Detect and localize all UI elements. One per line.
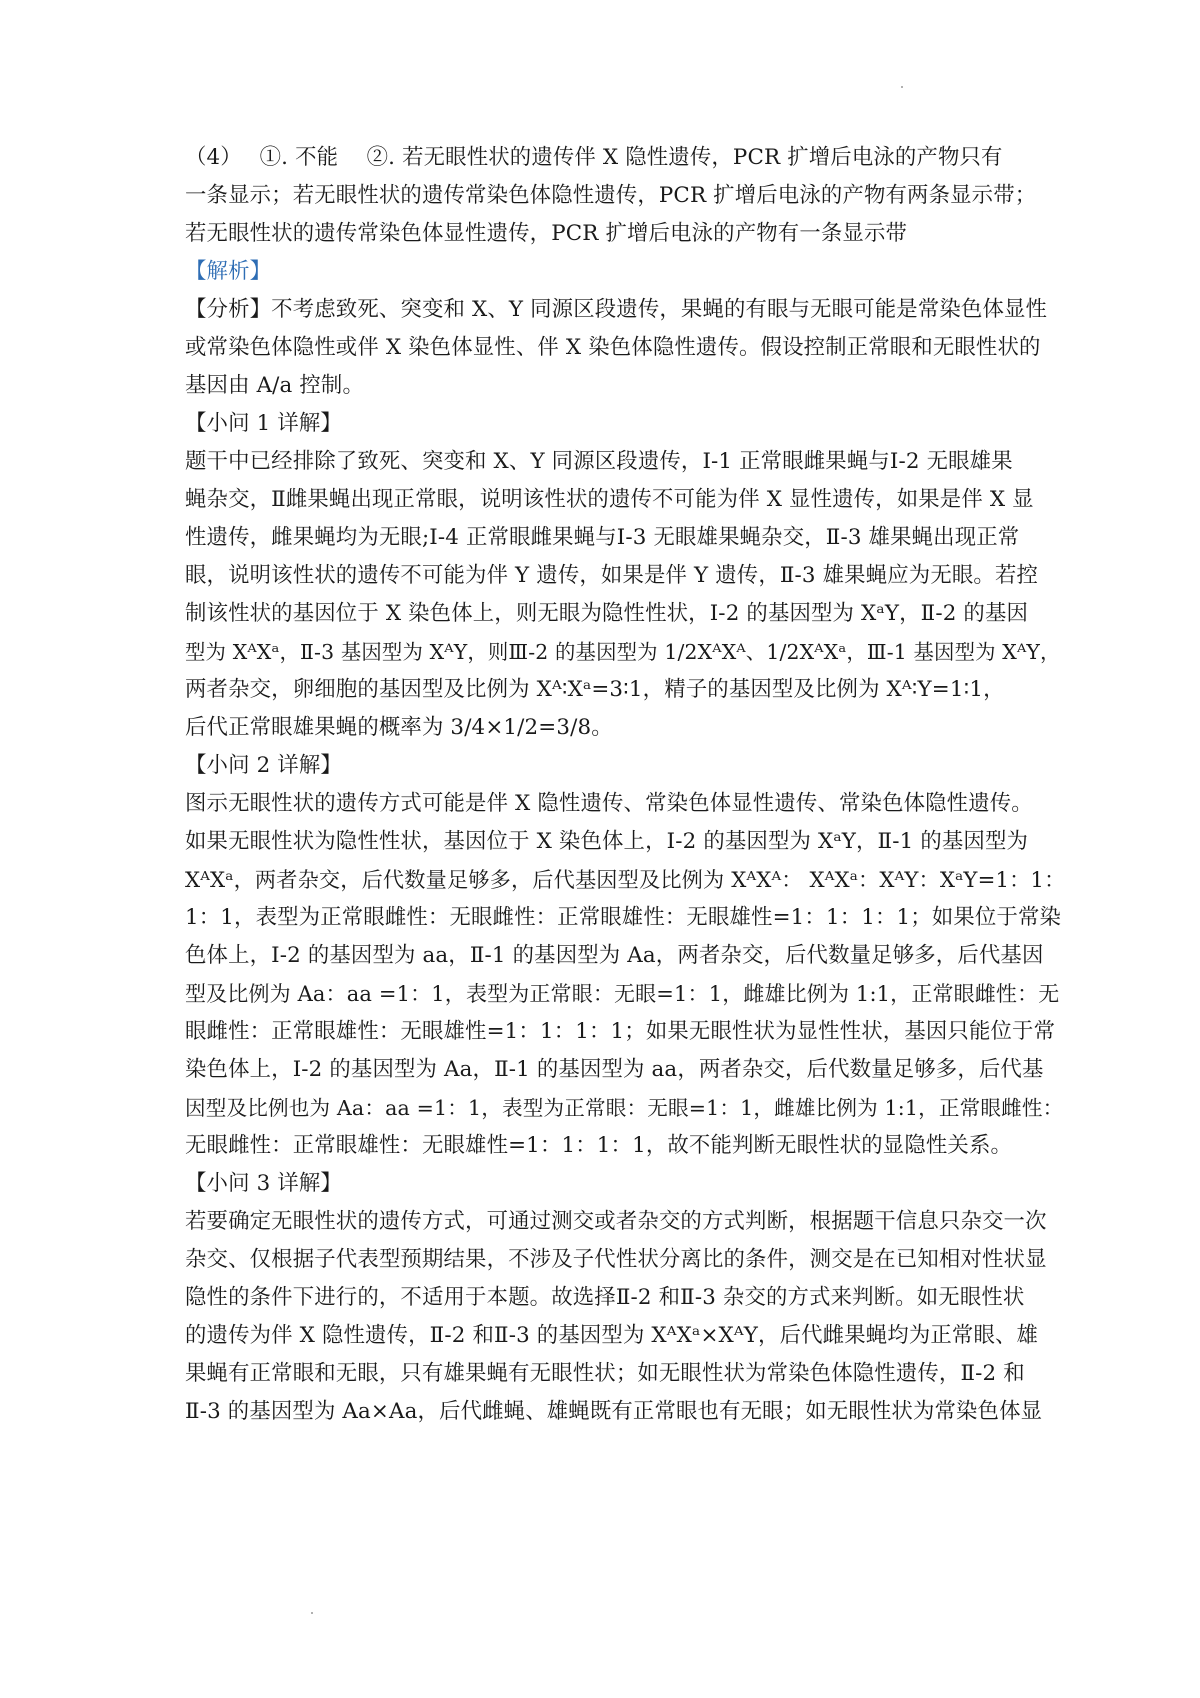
q3-line-4: 的遗传为伴 X 隐性遗传，Ⅱ-2 和Ⅱ-3 的基因型为 XᴬXᵃ×XᴬY，后代雌果蝇均为正常眼、雄 xyxy=(185,1323,1039,1348)
q2-line-6: 型及比例为 Aa：aa =1：1，表型为正常眼：无眼=1：1，雌雄比例为 1:1，正常眼雌性：无 xyxy=(185,982,1060,1006)
q1-line-3: 性遗传，雌果蝇均为无眼;Ⅰ-4 正常眼雌果蝇与Ⅰ-3 无眼雄果蝇杂交，Ⅱ-3 雄果蝇出现正常 xyxy=(185,525,1020,550)
q3-line-6: Ⅱ-3 的基因型为 Aa×Aa，后代雌蝇、雄蝇既有正常眼也有无眼；如无眼性状为常染色体显 xyxy=(185,1399,1043,1424)
scan-speck xyxy=(901,86,903,88)
answer-line-2: 一条显示；若无眼性状的遗传常染色体隐性遗传，PCR 扩增后电泳的产物有两条显示带； xyxy=(185,183,1037,208)
analysis-line-2: 或常染色体隐性或伴 X 染色体显性、伴 X 染色体隐性遗传。假设控制正常眼和无眼性状的 xyxy=(185,335,1041,360)
q3-line-3: 隐性的条件下进行的，不适用于本题。故选择Ⅱ-2 和Ⅱ-3 杂交的方式来判断。如无眼性状 xyxy=(185,1285,1025,1310)
q2-line-3: XᴬXᵃ，两者杂交，后代数量足够多，后代基因型及比例为 XᴬXᴬ： XᴬXᵃ：XᴬY：XᵃY=1：1： xyxy=(185,867,1066,892)
q1-line-8: 后代正常眼雄果蝇的概率为 3/4×1/2=3/8。 xyxy=(185,715,613,740)
q1-line-5: 制该性状的基因位于 X 染色体上，则无眼为隐性性状，Ⅰ-2 的基因型为 XᵃY，Ⅱ-2 的基因 xyxy=(185,601,1029,626)
analysis-heading: 【解析】 xyxy=(185,259,272,284)
q2-line-1: 图示无眼性状的遗传方式可能是伴 X 隐性遗传、常染色体显性遗传、常染色体隐性遗传。 xyxy=(185,791,1033,816)
answer-line-3: 若无眼性状的遗传常染色体显性遗传，PCR 扩增后电泳的产物有一条显示带 xyxy=(185,221,908,246)
q2-line-5: 色体上，Ⅰ-2 的基因型为 aa，Ⅱ-1 的基因型为 Aa，两者杂交，后代数量足够多，后代基因 xyxy=(185,943,1044,968)
q1-heading: 【小问 1 详解】 xyxy=(185,411,342,436)
q2-line-2: 如果无眼性状为隐性性状，基因位于 X 染色体上，Ⅰ-2 的基因型为 XᵃY，Ⅱ-1 的基因型为 xyxy=(185,829,1029,854)
q1-line-7: 两者杂交，卵细胞的基因型及比例为 Xᴬ∶Xᵃ=3∶1，精子的基因型及比例为 Xᴬ∶Y=1∶1， xyxy=(185,677,1005,702)
q1-line-1: 题干中已经排除了致死、突变和 X、Y 同源区段遗传，Ⅰ-1 正常眼雌果蝇与Ⅰ-2 无眼雄果 xyxy=(185,449,1013,474)
analysis-line-1: 【分析】不考虑致死、突变和 X、Y 同源区段遗传，果蝇的有眼与无眼可能是常染色体显性 xyxy=(185,297,1048,322)
q1-line-4: 眼，说明该性状的遗传不可能为伴 Y 遗传，如果是伴 Y 遗传，Ⅱ-3 雄果蝇应为无眼。若控 xyxy=(185,563,1039,588)
scan-speck xyxy=(311,1612,313,1614)
q3-line-2: 杂交、仅根据子代表型预期结果，不涉及子代性状分离比的条件，测交是在已知相对性状显 xyxy=(185,1247,1047,1272)
q2-heading: 【小问 2 详解】 xyxy=(185,753,342,778)
q3-line-5: 果蝇有正常眼和无眼，只有雄果蝇有无眼性状；如无眼性状为常染色体隐性遗传，Ⅱ-2 和 xyxy=(185,1361,1025,1386)
q3-heading: 【小问 3 详解】 xyxy=(185,1171,342,1196)
q2-line-7: 眼雌性：正常眼雄性：无眼雄性=1：1：1：1；如果无眼性状为显性性状，基因只能位于常 xyxy=(185,1019,1056,1044)
answer-line-1: （4） ①. 不能 ②. 若无眼性状的遗传伴 X 隐性遗传，PCR 扩增后电泳的产物只有 xyxy=(185,145,1003,170)
analysis-line-3: 基因由 A/a 控制。 xyxy=(185,373,365,398)
q2-line-9: 因型及比例也为 Aa：aa =1：1，表型为正常眼：无眼=1：1，雌雄比例为 1:1，正常眼雌性： xyxy=(185,1096,1064,1120)
q1-line-2: 蝇杂交，Ⅱ雌果蝇出现正常眼，说明该性状的遗传不可能为伴 X 显性遗传，如果是伴 X 显 xyxy=(185,487,1034,512)
q2-line-8: 染色体上，Ⅰ-2 的基因型为 Aa，Ⅱ-1 的基因型为 aa，两者杂交，后代数量足够多，后代基 xyxy=(185,1057,1044,1082)
q2-line-10: 无眼雌性：正常眼雄性：无眼雄性=1：1：1：1，故不能判断无眼性状的显隐性关系。 xyxy=(185,1133,1013,1158)
q3-line-1: 若要确定无眼性状的遗传方式，可通过测交或者杂交的方式判断，根据题干信息只杂交一次 xyxy=(185,1209,1047,1234)
q2-line-4: 1：1，表型为正常眼雌性：无眼雌性：正常眼雄性：无眼雄性=1：1：1：1；如果位于常染 xyxy=(185,905,1062,930)
q1-line-6: 型为 XᴬXᵃ，Ⅱ-3 基因型为 XᴬY，则Ⅲ-2 的基因型为 1/2XᴬXᴬ、1/2XᴬXᵃ，Ⅲ-1 基因型为 XᴬY， xyxy=(185,640,1061,664)
